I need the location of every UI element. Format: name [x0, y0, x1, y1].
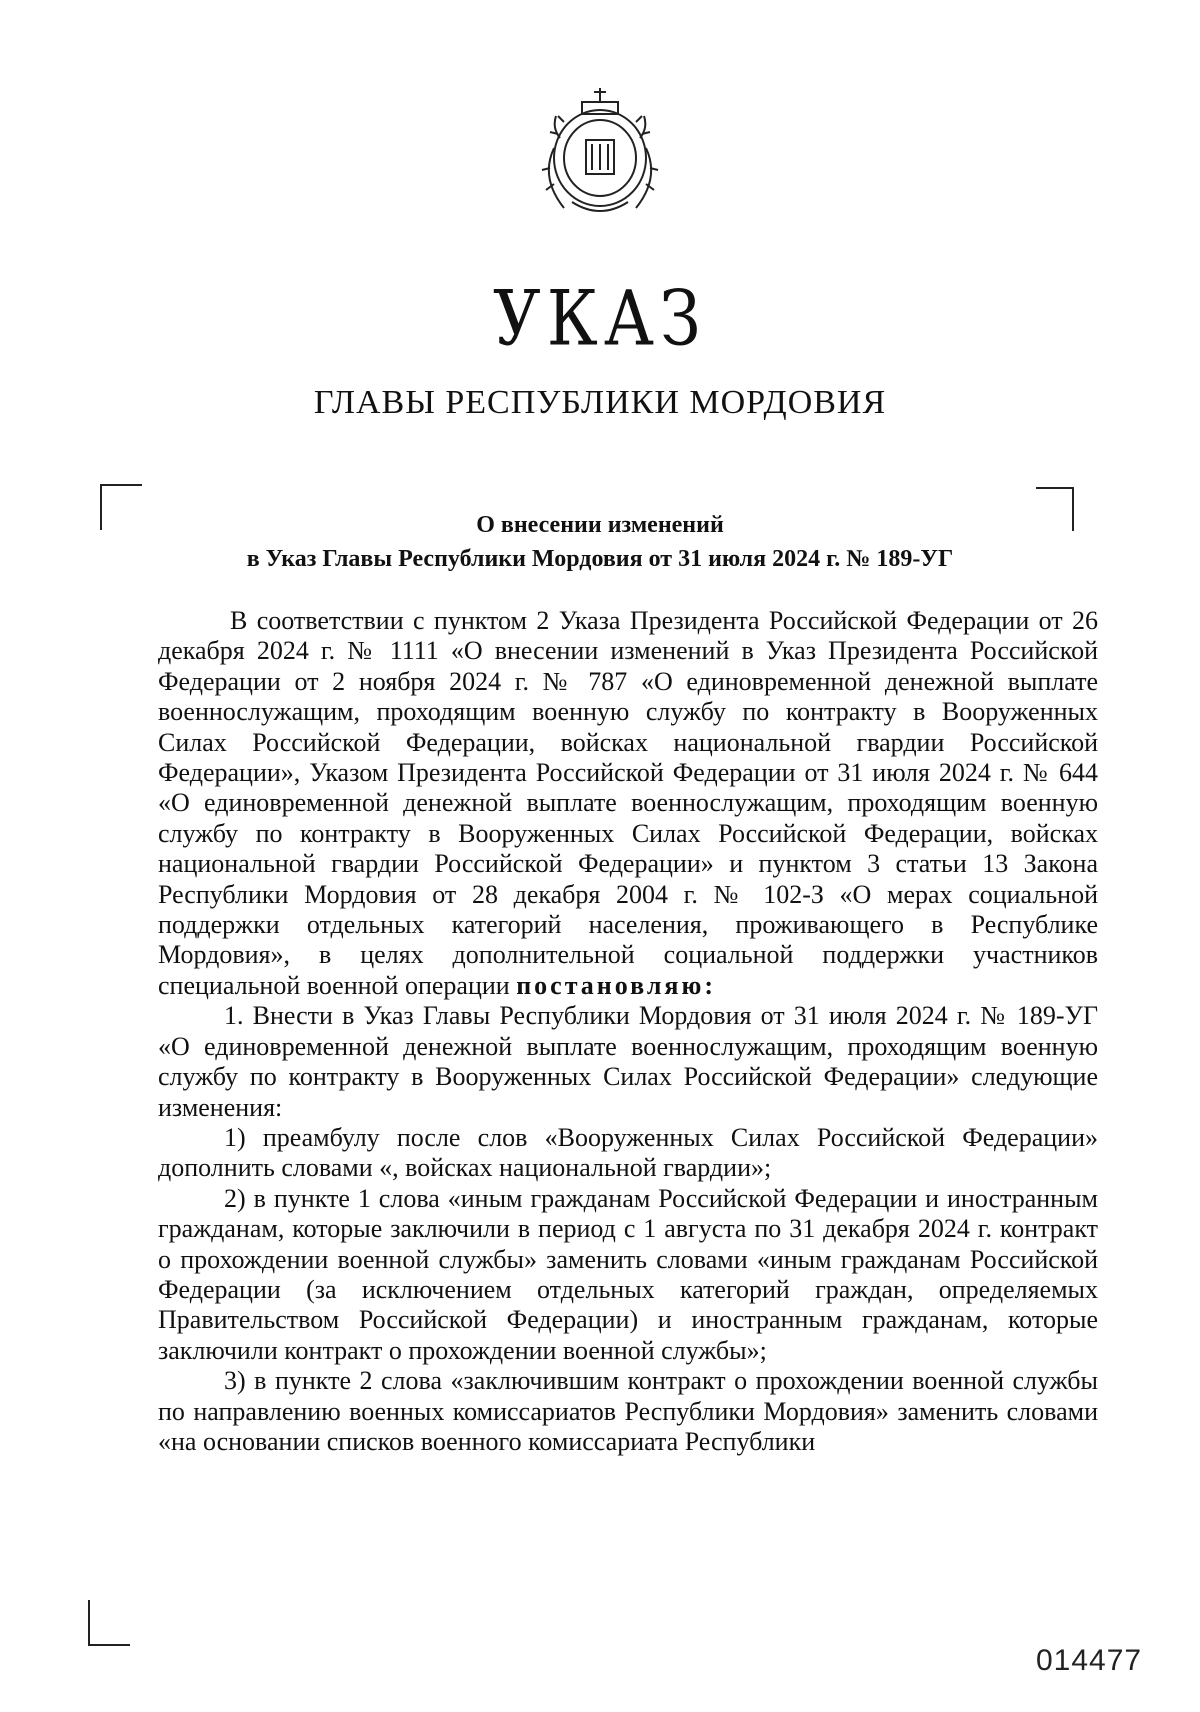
mordovia-coat-of-arms-icon — [520, 78, 680, 228]
heading-line-2: в Указ Главы Республики Мордовия от 31 июля 2024 г. № 189-УГ — [246, 546, 954, 572]
document-serial-number: 014477 — [1036, 1644, 1143, 1677]
decree-heading — [0, 508, 1200, 576]
subitem-1-paragraph: 1) преамбулу после слов «Вооруженных Силах Российской Федерации» дополнить словами «, войсках национальной гвардии»; — [158, 1122, 1098, 1183]
preamble-text: В соответствии с пунктом 2 Указа Президента Российской Федерации от 26 декабря 2024 г. № 1111 «О внесении изменений в Указ Президента Российской Федерации от 2 ноября 2024 г. № 787 «О единовременной денежной выплате военнослужащим, проходящим военную службу по контракту в Вооруженных Силах Российской Федерации, войсках национальной гвардии Российской Федерации», Указом Президента Российской Федерации от 31 июля 2024 г. № 644 «О единовременной денежной выплате военнослужащим, проходящим военную службу по контракту в Вооруженных Силах Российской Федерации, войсках национальной гвардии Российской Федерации» и пунктом 3 статьи 13 Закона Республики Мордовия от 28 декабря 2004 г. № 102-З «О мерах социальной поддержки отдельных категорий населения, проживающего в Республике Мордовия», в целях дополнительной социальной поддержки участников специальной военной операции — [158, 606, 1098, 1000]
decree-body — [158, 606, 1098, 1457]
corner-mark-bottom-left — [88, 1600, 130, 1646]
subitem-3-paragraph: 3) в пункте 2 слова «заключившим контракт о прохождении военной службы по направлению военных комиссариатов Республики Мордовия» заменить словами «на основании списков военного комиссариата Республики — [158, 1366, 1098, 1456]
heading-line-1: О внесении изменений — [476, 512, 724, 538]
item-1-paragraph: 1. Внести в Указ Главы Республики Мордовия от 31 июля 2024 г. № 189-УГ «О единовременной денежной выплате военнослужащим, проходящим военную службу по контракту в Вооруженных Силах Российской Федерации» следующие изменения: — [158, 1001, 1098, 1122]
decree-word: постановляю: — [516, 970, 717, 1000]
issuer-subtitle: ГЛАВЫ РЕСПУБЛИКИ МОРДОВИЯ — [313, 384, 887, 421]
preamble-paragraph — [158, 606, 1098, 1001]
subitem-2-paragraph: 2) в пункте 1 слова «иным гражданам Российской Федерации и иностранным гражданам, которые заключили в период с 1 августа по 31 декабря 2024 г. контракт о прохождении военной службы» заменить словами «иным гражданам Российской Федерации (за исключением отдельных категорий граждан, определяемых Правительством Российской Федерации) и иностранным гражданам, которые заключили контракт о прохождении военной службы»; — [158, 1183, 1098, 1365]
decree-title: УКАЗ — [493, 274, 707, 363]
